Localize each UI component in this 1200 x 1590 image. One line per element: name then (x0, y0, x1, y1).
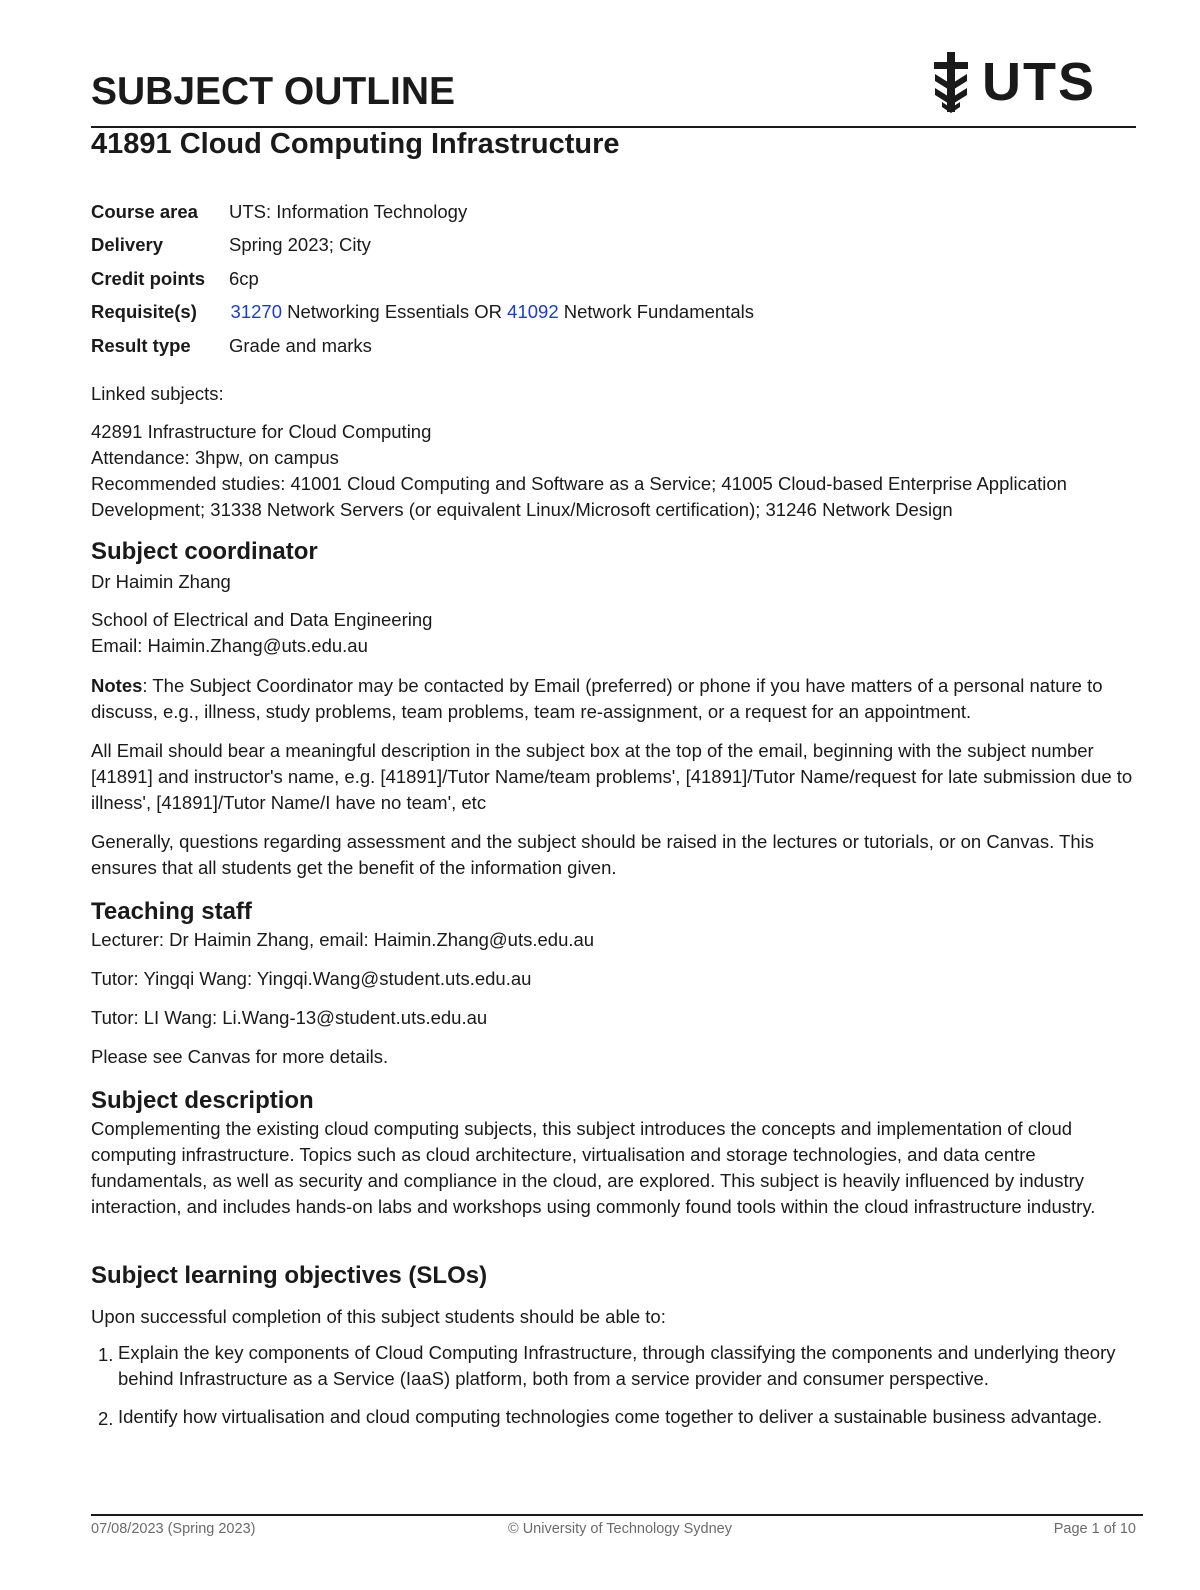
meta-label: Delivery (91, 234, 163, 256)
page-footer (91, 1514, 1143, 1537)
description-text: Complementing the existing cloud computing subjects, this subject introduces the concepts and implementation of cloud computing infrastructure. Topics such as cloud architecture, virtualisation and storage technologies, and data centre fundamentals, as well as security and compliance in the cloud, are explored. This subject is heavily influenced by industry interaction, and includes hands-on labs and workshops using commonly found tools within the cloud infrastructure industry. (91, 1118, 1096, 1217)
notes-text: : The Subject Coordinator may be contacted by Email (preferred) or phone if you have matters of a personal nature to discuss, e.g., illness, study problems, team problems, team re-assignment, or a request for an appointment. (91, 675, 1103, 722)
slos-list (91, 1340, 1136, 1430)
tutor-line: Tutor: LI Wang: Li.Wang-13@student.uts.edu.au (91, 1007, 488, 1028)
section-heading-teaching-staff: Teaching staff (91, 898, 252, 925)
document-title: SUBJECT OUTLINE (91, 70, 456, 113)
linked-subjects-heading-block (91, 381, 1136, 407)
meta-value: Spring 2023; City (229, 234, 371, 256)
coordinator-contact-block (91, 607, 1136, 659)
linked-subjects-heading: Linked subjects: (91, 383, 224, 404)
meta-label: Result type (91, 334, 191, 356)
email-guidance (91, 738, 1136, 816)
meta-row-credit-points (91, 262, 754, 296)
email-guidance-text: All Email should bear a meaningful description in the subject box at the top of the email, beginning with the subject number [41891] and instructor's name, e.g. [41891]/Tutor Name/team problems', [41891]/Tutor Name/request for late submission due to illness', [41891]/Tutor Name/I have no team', etc (91, 740, 1133, 813)
slo-item (91, 1340, 1136, 1392)
staff-lecturer (91, 927, 1136, 953)
logo-wordmark: UTS (982, 52, 1096, 112)
linked-subjects-block (91, 419, 1136, 523)
uts-crest-icon (930, 50, 972, 114)
footer-copyright: © University of Technology Sydney (508, 1521, 732, 1537)
questions-paragraph (91, 829, 1136, 881)
coordinator-notes (91, 673, 1136, 725)
footer-date: 07/08/2023 (Spring 2023) (91, 1521, 256, 1537)
coordinator-school: School of Electrical and Data Engineering (91, 609, 433, 630)
lecturer-line: Lecturer: Dr Haimin Zhang, email: Haimin.Zhang@uts.edu.au (91, 929, 595, 950)
canvas-note: Please see Canvas for more details. (91, 1046, 389, 1067)
slo-number: 1. (98, 1344, 114, 1365)
meta-label: Course area (91, 200, 198, 222)
meta-value: Grade and marks (229, 334, 372, 356)
staff-canvas-note (91, 1044, 1136, 1070)
footer-page-number: Page 1 of 10 (1053, 1521, 1136, 1537)
meta-value (229, 301, 754, 323)
slos-intro (91, 1304, 1136, 1330)
document-header (91, 52, 1136, 128)
section-heading-coordinator: Subject coordinator (91, 538, 318, 565)
meta-row-course-area (91, 195, 754, 229)
notes-label: Notes (91, 675, 143, 696)
slo-text: Identify how virtualisation and cloud computing technologies come together to deliver a sustainable business advantage. (118, 1406, 1103, 1427)
coordinator-name: Dr Haimin Zhang (91, 571, 231, 592)
slo-text: Explain the key components of Cloud Computing Infrastructure, through classifying the components and underlying theory behind Infrastructure as a Service (IaaS) platform, both from a service provider and consumer perspective. (118, 1342, 1116, 1389)
requisite-link-41092[interactable]: 41092 (507, 301, 559, 323)
subject-meta-table (91, 195, 754, 363)
slos-list-block (91, 1340, 1136, 1430)
tutor-line: Tutor: Yingqi Wang: Yingqi.Wang@student.uts.edu.au (91, 968, 532, 989)
meta-row-requisites (91, 296, 754, 330)
meta-value: UTS: Information Technology (229, 200, 468, 222)
staff-tutor-2 (91, 1005, 1136, 1031)
coordinator-email[interactable]: Email: Haimin.Zhang@uts.edu.au (91, 635, 368, 656)
slo-item (91, 1404, 1136, 1430)
slo-number: 2. (98, 1408, 114, 1429)
requisite-text: Network Fundamentals (558, 301, 754, 323)
staff-tutor-1 (91, 966, 1136, 992)
questions-text: Generally, questions regarding assessment and the subject should be raised in the lectures or tutorials, or on Canvas. This ensures that all students get the benefit of the information given. (91, 831, 1094, 878)
linked-attendance-line: Attendance: 3hpw, on campus (91, 447, 339, 468)
subject-description (91, 1116, 1136, 1220)
meta-row-delivery (91, 229, 754, 263)
linked-recommended-line: Recommended studies: 41001 Cloud Computing and Software as a Service; 41005 Cloud-based Enterprise Application Development; 31338 Network Servers (or equivalent Linux/Microsoft certification); 31246 Network Design (91, 473, 1067, 520)
meta-row-result-type (91, 329, 754, 363)
meta-label: Requisite(s) (91, 301, 197, 323)
slos-intro-text: Upon successful completion of this subject students should be able to: (91, 1306, 666, 1327)
requisite-text: Networking Essentials OR (282, 301, 508, 323)
uts-logo (930, 50, 1096, 114)
section-heading-description: Subject description (91, 1087, 314, 1114)
linked-subject-line: 42891 Infrastructure for Cloud Computing (91, 421, 432, 442)
meta-value: 6cp (229, 267, 259, 289)
subject-title: 41891 Cloud Computing Infrastructure (91, 128, 620, 160)
section-heading-slos: Subject learning objectives (SLOs) (91, 1262, 488, 1289)
coordinator-block (91, 569, 1136, 595)
requisite-link-31270[interactable]: 31270 (230, 301, 282, 323)
meta-label: Credit points (91, 267, 206, 289)
